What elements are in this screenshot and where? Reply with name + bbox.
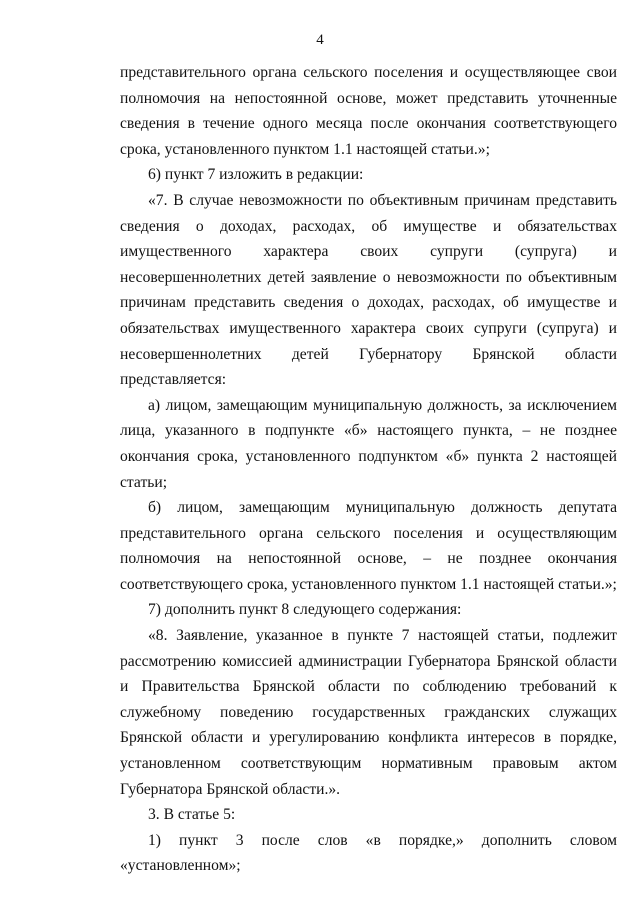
paragraph-article-5-item-1: 1) пункт 3 после слов «в порядке,» дополнить словом «установленном»; xyxy=(120,831,617,875)
paragraph-item-6: 6) пункт 7 изложить в редакции: xyxy=(148,166,364,184)
page-number: 4 xyxy=(316,32,324,48)
paragraph-article-5-heading: 3. В статье 5: xyxy=(148,806,236,824)
paragraph-continuation: представительного органа сельского поселения и осуществляющее свои полномочия на непостоянной основе, может представить уточненные сведения в течение одного месяца после окончания соответствующего срока, установленного пунктом 1.1 настоящей статьи.»; xyxy=(120,64,617,158)
paragraph-subpoint-a: а) лицом, замещающим муниципальную должность, за исключением лица, указанного в подпункте «б» настоящего пункта, – не позднее окончания срока, установленного подпунктом «б» пункта 2 настоящей статьи; xyxy=(120,396,617,491)
paragraph-subpoint-b: б) лицом, замещающим муниципальную должность депутата представительного органа сельского поселения и осуществляющим полномочия на непостоянной основе, – не позднее окончания соответствующего срока, установленного пунктом 1.1 настоящей статьи.»; xyxy=(120,499,617,593)
document-body xyxy=(120,60,617,879)
paragraph-point-7-text: «7. В случае невозможности по объективным причинам представить сведения о доходах, расходах, об имуществе и обязательствах имущественного характера своих супруги (супруга) и несовершеннолетних детей заявление о невозможности по объективным причинам представить сведения о доходах, расходах, об имуществе и обязательствах имущественного характера своих супруги (супруга) и несовершеннолетних детей Губернатору Брянской области представляется: xyxy=(120,191,617,389)
paragraph-point-8-text: «8. Заявление, указанное в пункте 7 настоящей статьи, подлежит рассмотрению комиссией администрации Губернатора Брянской области и Правительства Брянской области по соблюдению требований к служебному поведению государственных гражданских служащих Брянской области и урегулированию конфликта интересов в порядке, установленном соответствующим нормативным правовым актом Губернатора Брянской области.». xyxy=(120,627,617,798)
paragraph-item-7: 7) дополнить пункт 8 следующего содержания: xyxy=(148,601,462,619)
